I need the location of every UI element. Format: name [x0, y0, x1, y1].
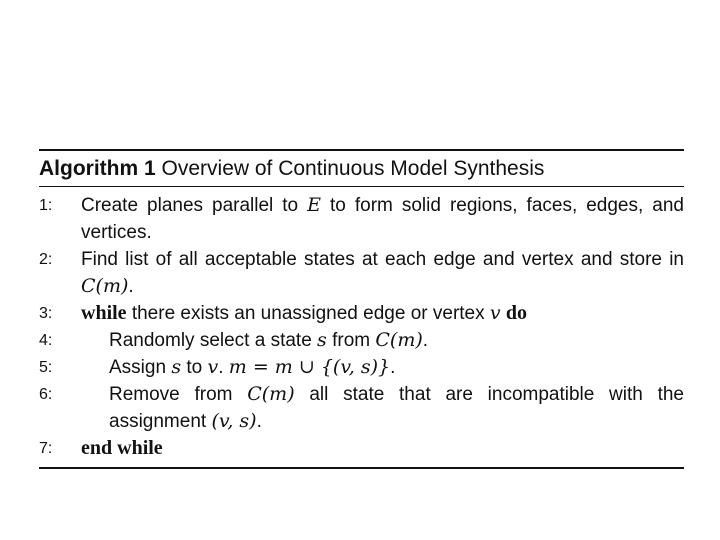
algorithm-caption: [39, 151, 684, 186]
step-text: Find list of all acceptable states at each edge and vertex and store in: [81, 249, 684, 270]
math-symbol: E: [307, 194, 322, 216]
step-text: .: [390, 357, 396, 378]
step-text: from: [326, 330, 376, 351]
keyword-while: while: [81, 302, 127, 324]
step-number: 5:: [39, 359, 53, 376]
math-symbol: C(m): [81, 275, 129, 297]
step-6: [39, 381, 684, 435]
step-number: 4:: [39, 332, 53, 349]
step-3: [39, 300, 684, 327]
step-text: Create planes parallel to: [81, 195, 308, 216]
math-symbol: C(m): [375, 329, 423, 351]
step-1: [39, 192, 684, 246]
keyword-end-while: end while: [81, 437, 163, 459]
bottom-rule: [39, 467, 684, 469]
step-text: to form solid regions, faces, edges, and vertices.: [81, 195, 684, 243]
step-7: [39, 435, 684, 462]
math-symbol: v: [489, 302, 501, 324]
keyword-do: do: [505, 302, 528, 324]
step-number: 7:: [39, 440, 53, 457]
step-4: [39, 327, 684, 354]
step-text: to: [181, 357, 208, 378]
algorithm-label: Algorithm 1: [39, 157, 156, 180]
step-number: 6:: [39, 386, 53, 403]
math-symbol: s: [171, 356, 182, 378]
math-expression: m = m ∪ {(v, s)}: [228, 356, 391, 378]
step-text: .: [256, 411, 262, 432]
algorithm-title: Overview of Continuous Model Synthesis: [161, 157, 545, 180]
step-text: all state that are incompatible with the assignment: [109, 384, 684, 432]
step-text: .: [218, 357, 229, 378]
math-symbol: (v, s): [211, 410, 257, 432]
step-text: there exists an unassigned edge or vertex: [126, 303, 490, 324]
step-5: [39, 354, 684, 381]
step-number: 3:: [39, 305, 53, 322]
algorithm-steps: [39, 187, 684, 462]
step-text: Randomly select a state: [109, 330, 318, 351]
algorithm-block: [39, 149, 684, 469]
math-symbol: s: [317, 329, 327, 351]
step-number: 2:: [39, 251, 53, 268]
step-number: 1:: [39, 197, 53, 214]
step-2: [39, 246, 684, 300]
step-text: Remove from: [109, 384, 248, 405]
math-symbol: C(m): [247, 383, 295, 405]
math-symbol: v: [207, 356, 219, 378]
step-text: .: [422, 330, 429, 351]
step-text: Assign: [109, 357, 172, 378]
step-text: .: [128, 276, 134, 297]
